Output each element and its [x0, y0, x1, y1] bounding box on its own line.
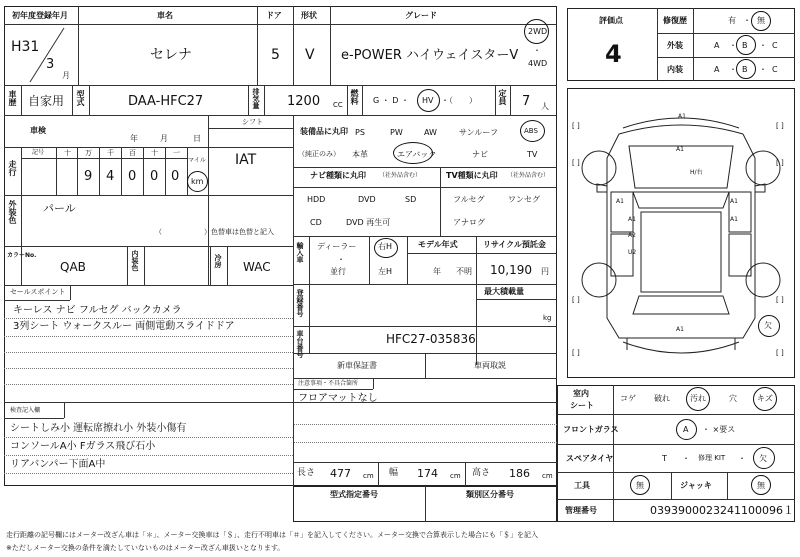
interior-c: C: [772, 65, 778, 74]
interior-dot1: ・: [729, 65, 737, 74]
model-label: 型式: [76, 90, 85, 106]
aircon-label: 冷房: [214, 254, 222, 268]
left-h: 左H: [378, 267, 393, 276]
spare-dot2: ・: [738, 454, 746, 463]
cc-unit: CC: [333, 101, 343, 109]
shift: IAT: [235, 152, 257, 168]
diag-a1-right2: A1: [730, 216, 738, 223]
bracket-8: [ ]: [776, 349, 784, 357]
car-name-label: 車名: [157, 11, 173, 20]
doors: 5: [271, 47, 280, 63]
equip-pw: PW: [390, 128, 403, 137]
height-label: 高さ: [472, 468, 491, 478]
footer-line-2: ※ただしメーター交換の条件を満たしていないものはメーター改ざん車扱いとなります。: [6, 544, 285, 552]
chassis-number: HFC27-035836: [386, 332, 476, 346]
diag-a1-hood: A1: [676, 146, 684, 153]
width: 174: [417, 467, 438, 480]
seat-opt-scratch: キズ: [757, 394, 773, 403]
kigou-label: 記号: [32, 149, 45, 156]
seat-opt-burn: コゲ: [620, 394, 636, 403]
fuel-label: 燃料: [350, 89, 359, 105]
interior-label: 内装: [667, 65, 683, 74]
mileage-digit-6: 0: [171, 169, 180, 184]
interior-dot2: ・: [759, 65, 767, 74]
mileage-digit-5: 0: [150, 169, 159, 184]
right-h: 右H: [378, 242, 393, 251]
capacity: 7: [522, 94, 531, 109]
aircon: WAC: [243, 260, 271, 274]
bracket-6: [ ]: [776, 296, 784, 304]
inspector-line-2: コンソールA小 Fガラス飛び石小: [10, 441, 156, 452]
bracket-3: [ ]: [572, 159, 580, 167]
navi-type-note: （社外品含む）: [379, 172, 422, 179]
color-code-label: カラーNo.: [7, 252, 37, 259]
tools-none: 無: [636, 481, 644, 490]
spare-t: T: [662, 454, 667, 463]
tv-analog: アナログ: [453, 218, 485, 227]
recycle-label: リサイクル預託金: [483, 240, 546, 249]
equip-aw: AW: [424, 128, 437, 137]
mileage-digit-3: 4: [106, 169, 115, 184]
shaken-month-unit: 月: [160, 134, 168, 143]
score: 4: [605, 40, 622, 68]
import-dealer: ディーラー: [317, 242, 357, 251]
interior-color-label: 内装色: [131, 250, 139, 271]
shaken-label: 車検: [30, 126, 46, 135]
navi-dvd: DVD: [358, 195, 376, 204]
km-label: km: [191, 177, 204, 186]
interior-a: A: [714, 65, 720, 74]
max-load-label: 最大積載量: [484, 287, 524, 296]
mileage-label: 走行: [8, 160, 17, 176]
notes-label: 注意事項・不具合箇所: [298, 380, 359, 387]
inspector-label: 検査記入欄: [10, 407, 41, 414]
diag-a1-rear: A1: [676, 326, 684, 333]
manual-label: 車両取説: [474, 361, 506, 370]
bracket-5: [ ]: [572, 296, 580, 304]
jack-none: 無: [757, 481, 765, 490]
navi-hdd: HDD: [307, 195, 326, 204]
equip-ps: PS: [355, 128, 365, 137]
equip-leather: 本革: [352, 150, 368, 159]
fuel-selected: HV: [422, 96, 434, 105]
import-parallel: 並行: [330, 267, 346, 276]
diag-missing: 欠: [764, 321, 772, 330]
color: パール: [43, 202, 76, 215]
color-note: （ ）色替車は色替と記入: [155, 228, 274, 236]
diag-a1-left: A1: [616, 198, 624, 205]
model-year-label: モデル年式: [418, 240, 458, 249]
diag-a2: A2: [628, 232, 636, 239]
mgmt-number: 0393900023241100096１: [650, 504, 794, 517]
equipment-label: 装備品に丸印: [300, 127, 348, 136]
max-load-kg: kg: [543, 314, 552, 322]
exterior-c: C: [772, 41, 778, 50]
recycle-yen: 円: [541, 267, 549, 276]
seat-opt-hole: 穴: [729, 394, 737, 403]
digit-header-4: 百: [129, 149, 136, 157]
diag-a1-right: A1: [730, 198, 738, 205]
equip-navi: ナビ: [472, 150, 488, 159]
exterior-dot1: ・: [729, 41, 737, 50]
exterior-dot2: ・: [759, 41, 767, 50]
seat-label-line1: 室内: [573, 389, 589, 398]
equip-tv: TV: [527, 150, 538, 159]
type-number-label: 型式指定番号: [330, 490, 378, 499]
bracket-7: [ ]: [572, 349, 580, 357]
width-unit: cm: [450, 472, 461, 480]
bracket-2: [ ]: [776, 122, 784, 130]
bracket-1: [ ]: [572, 122, 580, 130]
equip-sunroof: サンルーフ: [459, 128, 498, 137]
fuel-paren: ・（ ）: [441, 96, 477, 105]
drive-dot: ・: [533, 46, 541, 55]
footer-line-1: 走行距離の記号欄にはメーター改ざん車は「＊」、メーター交換車は「＄」、走行不明車は「＃」を記入してください。メーター交換で合算表示した場合にも「＄」を記入: [6, 531, 538, 539]
recycle-fee: 10,190: [490, 263, 532, 277]
seat-label-line2: シート: [570, 401, 594, 410]
diag-a1-top: A1: [678, 113, 686, 120]
diag-a1-side: A1: [628, 216, 636, 223]
class-number-label: 類別区分番号: [466, 490, 514, 499]
equipment-sublabel: （純正のみ）: [298, 150, 340, 158]
height-unit: cm: [542, 472, 553, 480]
sales-line-2: 3列シート ウォークスルー 両側電動スライドドア: [13, 321, 235, 332]
repair-yes: 有: [728, 16, 736, 25]
usage: 自家用: [28, 94, 65, 108]
navi-cd: CD: [310, 218, 322, 227]
digit-header-5: 十: [151, 149, 158, 157]
tv-type-note: （社外品含む）: [507, 172, 550, 179]
tv-fullseg: フルセグ: [453, 195, 485, 204]
shaken-day-unit: 日: [193, 134, 201, 143]
shift-label: シフト: [242, 118, 263, 126]
mile-label: マイル: [188, 157, 206, 164]
mgmt-label: 管理番号: [565, 506, 597, 515]
displacement: 1200: [287, 94, 321, 109]
import-dot: ・: [337, 255, 345, 264]
model-year-unknown: 不明: [456, 267, 472, 276]
length: 477: [330, 467, 351, 480]
notes-text: フロアマットなし: [298, 393, 378, 404]
digit-header-6: 一: [173, 149, 180, 157]
digit-header-1: 十: [64, 149, 71, 157]
repair-none: 無: [757, 16, 765, 25]
repair-dot: ・: [743, 16, 751, 25]
drive-2wd: 2WD: [528, 27, 548, 36]
seat-opt-stain: 汚れ: [690, 394, 706, 403]
shape-label: 形状: [301, 11, 317, 20]
tv-oneseg: ワンセグ: [508, 195, 540, 204]
grade-label: グレード: [405, 11, 437, 20]
inspector-line-3: リアバンパー下面A中: [10, 459, 106, 470]
height: 186: [509, 467, 530, 480]
navi-dvd-play: DVD 再生可: [346, 218, 391, 227]
length-label: 長さ: [297, 468, 316, 478]
diag-h-right: H/右: [690, 169, 703, 176]
grade: e-POWER ハイウェイスターV: [341, 48, 519, 63]
spare-dot: ・: [682, 454, 690, 463]
fuel-options: G ・ D ・: [373, 96, 409, 105]
spare-label: スペアタイヤ: [566, 454, 614, 463]
drive-4wd: 4WD: [528, 59, 548, 68]
bracket-4: [ ]: [776, 159, 784, 167]
navi-sd: SD: [405, 195, 417, 204]
jack-label: ジャッキ: [680, 481, 712, 490]
chassis-label: 車台番号: [296, 330, 304, 358]
diag-u2: U2: [628, 249, 637, 256]
shape: V: [305, 47, 315, 63]
model: DAA-HFC27: [128, 94, 204, 109]
exterior-a: A: [714, 41, 720, 50]
first-reg-label: 初年度登録年月: [12, 11, 68, 20]
glass-rest: ・ ×要ス: [702, 425, 736, 434]
door-label: ドア: [266, 11, 282, 20]
exterior-b: B: [742, 41, 748, 50]
first-reg-month: 3: [46, 57, 55, 72]
equip-airbag: エアバック: [397, 150, 437, 159]
interior-b: B: [742, 65, 748, 74]
seat-opt-tear: 破れ: [654, 394, 670, 403]
first-reg-era: H31: [11, 39, 40, 55]
usage-label: 車歴: [8, 90, 17, 106]
capacity-label: 定員: [498, 89, 507, 105]
sales-points-label: セールスポイント: [10, 288, 66, 296]
car-name: セレナ: [150, 47, 192, 63]
car-diagram: [567, 88, 795, 378]
score-label: 評価点: [599, 16, 623, 25]
displacement-label: 排気量: [252, 88, 260, 109]
reg-number-label: 登録番号: [296, 289, 304, 317]
spare-missing: 欠: [759, 454, 767, 463]
width-label: 幅: [389, 468, 399, 478]
month-unit: 月: [62, 71, 70, 80]
exterior-label: 外装: [667, 41, 683, 50]
glass-a: A: [683, 425, 689, 434]
length-unit: cm: [363, 472, 374, 480]
glass-label: フロントガラス: [563, 425, 619, 434]
tv-type-label: TV種類に丸印: [446, 171, 498, 180]
tools-label: 工具: [574, 481, 590, 490]
color-label: 外装色: [8, 200, 17, 224]
repair-label: 修復歴: [663, 16, 687, 25]
shaken-year-unit: 年: [130, 134, 138, 143]
spare-kit: 修理 KIT: [698, 454, 726, 462]
warranty-label: 新車保証書: [337, 361, 377, 370]
sales-line-1: キーレス ナビ フルセグ バックカメラ: [13, 305, 182, 316]
mileage-digit-2: 9: [84, 169, 93, 184]
capacity-unit: 人: [541, 102, 549, 111]
navi-type-label: ナビ種類に丸印: [310, 171, 366, 180]
color-code: QAB: [60, 260, 86, 274]
digit-header-3: 千: [107, 149, 114, 157]
equip-abs: ABS: [524, 127, 538, 135]
model-year-unit: 年: [433, 267, 441, 276]
inspector-line-1: シートしみ小 運転席擦れ小 外装小傷有: [10, 423, 187, 434]
mileage-digit-4: 0: [128, 169, 137, 184]
digit-header-2: 万: [85, 149, 92, 157]
import-label: 輸入車: [296, 242, 304, 263]
